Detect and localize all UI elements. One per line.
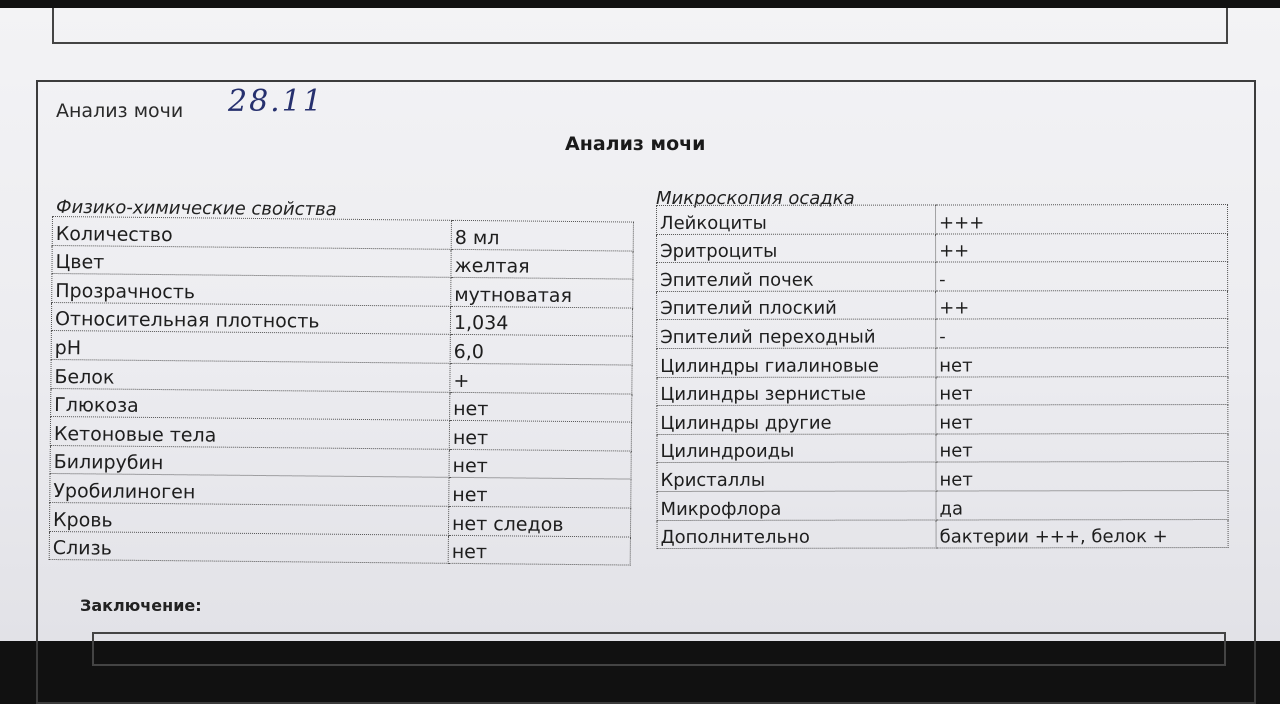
- physico-chemical-param-name: Цвет: [52, 245, 451, 277]
- physico-chemical-table: [49, 216, 634, 566]
- conclusion-frame: [92, 632, 1226, 666]
- conclusion-label: Заключение:: [80, 596, 202, 615]
- microscopy-param-value: бактерии +++, белок +: [936, 519, 1228, 548]
- microscopy-param-value: нет: [936, 405, 1228, 434]
- physico-chemical-param-value: мутноватая: [451, 278, 633, 308]
- microscopy-param-name: Кристаллы: [657, 462, 936, 491]
- microscopy-param-value: нет: [936, 462, 1228, 491]
- microscopy-row: [657, 462, 1228, 492]
- physico-chemical-param-value: желтая: [451, 249, 633, 279]
- microscopy-row: [657, 405, 1228, 435]
- physico-chemical-param-name: Глюкоза: [51, 388, 450, 420]
- microscopy-param-name: Дополнительно: [657, 520, 936, 549]
- microscopy-param-value: ++: [936, 233, 1228, 262]
- page-title: Анализ мочи: [565, 133, 706, 155]
- physico-chemical-param-value: нет следов: [448, 506, 630, 536]
- physico-chemical-param-name: Относительная плотность: [51, 302, 450, 334]
- microscopy-row: [657, 233, 1228, 263]
- physico-chemical-param-value: нет: [448, 535, 630, 565]
- physico-chemical-param-name: pH: [51, 331, 450, 363]
- microscopy-param-name: Эпителий плоский: [657, 291, 936, 320]
- physico-chemical-param-name: Слизь: [49, 531, 448, 563]
- physico-chemical-row: [49, 531, 630, 565]
- document-label: Анализ мочи: [56, 100, 184, 122]
- physico-chemical-param-value: нет: [449, 449, 631, 479]
- microscopy-param-value: нет: [936, 376, 1228, 405]
- microscopy-param-value: +++: [936, 205, 1228, 234]
- microscopy-row: [657, 319, 1228, 349]
- microscopy-param-name: Лейкоциты: [657, 205, 936, 234]
- microscopy-row: [657, 262, 1228, 292]
- microscopy-title: Микроскопия осадка: [656, 188, 855, 209]
- physico-chemical-param-value: +: [450, 363, 632, 393]
- microscopy-param-name: Эпителий почек: [657, 262, 936, 291]
- physico-chemical-param-value: нет: [449, 478, 631, 508]
- microscopy-param-name: Эритроциты: [657, 234, 936, 263]
- microscopy-row: [657, 290, 1228, 320]
- physico-chemical-param-name: Количество: [52, 217, 451, 249]
- microscopy-param-name: Эпителий переходный: [657, 319, 936, 348]
- physico-chemical-param-name: Уробилиноген: [50, 474, 449, 506]
- physico-chemical-param-value: 6,0: [450, 335, 632, 365]
- physico-chemical-param-name: Билирубин: [50, 445, 449, 477]
- physico-chemical-param-name: Прозрачность: [52, 274, 451, 306]
- microscopy-param-name: Цилиндры другие: [657, 405, 936, 434]
- microscopy-param-name: Цилиндроиды: [657, 434, 936, 463]
- microscopy-param-name: Цилиндры гиалиновые: [657, 348, 936, 377]
- microscopy-param-value: да: [936, 490, 1228, 519]
- microscopy-param-name: Цилиндры зернистые: [657, 377, 936, 406]
- microscopy-row: [657, 433, 1228, 463]
- microscopy-param-value: -: [936, 262, 1228, 291]
- microscopy-row: [657, 519, 1228, 549]
- physico-chemical-param-value: 1,034: [450, 306, 632, 336]
- top-frame: [52, 8, 1228, 44]
- physico-chemical-param-value: нет: [449, 420, 631, 450]
- microscopy-param-name: Микрофлора: [657, 491, 936, 520]
- physico-chemical-title: Физико-химические свойства: [55, 196, 337, 221]
- physico-chemical-param-name: Кровь: [49, 502, 448, 534]
- microscopy-table: [656, 204, 1229, 549]
- microscopy-row: [657, 205, 1228, 235]
- physico-chemical-param-name: Белок: [51, 359, 450, 391]
- physico-chemical-param-value: 8 мл: [451, 220, 633, 250]
- microscopy-param-value: ++: [936, 290, 1228, 319]
- handwritten-date: 28.11: [228, 84, 324, 119]
- microscopy-row: [657, 347, 1228, 377]
- microscopy-param-value: нет: [936, 433, 1228, 462]
- microscopy-row: [657, 376, 1228, 406]
- microscopy-row: [657, 490, 1228, 520]
- physico-chemical-param-name: Кетоновые тела: [50, 417, 449, 449]
- microscopy-param-value: -: [936, 319, 1228, 348]
- physico-chemical-param-value: нет: [450, 392, 632, 422]
- microscopy-param-value: нет: [936, 347, 1228, 376]
